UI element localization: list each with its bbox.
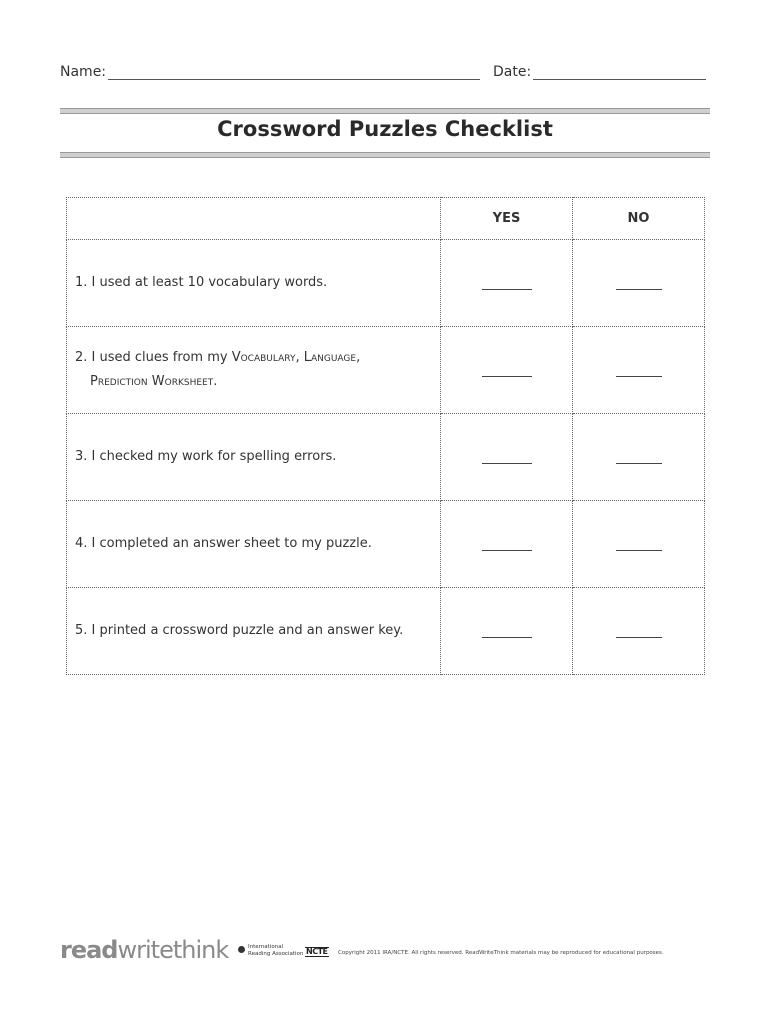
checklist-item-2 xyxy=(67,327,441,414)
readwritethink-logo xyxy=(60,936,228,964)
copyright-notice: Copyright 2011 IRA/NCTE. All rights reserved. ReadWriteThink materials may be reproduced for educational purposes. xyxy=(338,950,664,956)
item-number: 3. xyxy=(75,449,88,464)
checklist-table xyxy=(66,197,705,675)
item-number: 4. xyxy=(75,536,88,551)
checklist-item-3 xyxy=(67,414,441,501)
ira-text xyxy=(248,944,308,958)
no-answer-line[interactable] xyxy=(616,540,662,551)
ira-line-1: International xyxy=(248,944,284,950)
table-header-row xyxy=(67,198,705,240)
yes-cell[interactable] xyxy=(441,240,573,327)
no-answer-line[interactable] xyxy=(616,366,662,377)
title-bottom-divider xyxy=(60,152,710,158)
no-cell[interactable] xyxy=(573,327,705,414)
yes-column-header: YES xyxy=(441,198,573,240)
table-row xyxy=(67,414,705,501)
name-field-line[interactable] xyxy=(108,79,480,80)
no-cell[interactable] xyxy=(573,240,705,327)
worksheet-term: Worksheet xyxy=(151,374,214,389)
yes-cell[interactable] xyxy=(441,501,573,588)
no-answer-line[interactable] xyxy=(616,453,662,464)
yes-answer-line[interactable] xyxy=(482,366,532,377)
separator: , xyxy=(295,350,300,365)
item-number: 2. xyxy=(75,350,88,365)
yes-answer-line[interactable] xyxy=(482,627,532,638)
item-number: 1. xyxy=(75,275,88,290)
table-row xyxy=(67,501,705,588)
item-text: I used clues from my xyxy=(91,350,228,365)
period: . xyxy=(213,374,218,389)
item-text: I used at least 10 vocabulary words. xyxy=(91,275,328,290)
title-top-divider xyxy=(60,108,710,114)
checklist-item-1 xyxy=(67,240,441,327)
item-text: I completed an answer sheet to my puzzle. xyxy=(91,536,372,551)
no-column-header: NO xyxy=(573,198,705,240)
separator: , xyxy=(356,350,361,365)
ira-mark-icon xyxy=(238,946,245,953)
yes-answer-line[interactable] xyxy=(482,279,532,290)
logo-read: read xyxy=(60,936,118,964)
item-text: I checked my work for spelling errors. xyxy=(91,449,337,464)
checklist-item-5 xyxy=(67,588,441,675)
no-answer-line[interactable] xyxy=(616,627,662,638)
statement-column-header xyxy=(67,198,441,240)
date-field-line[interactable] xyxy=(533,79,706,80)
table-row xyxy=(67,588,705,675)
title-band xyxy=(60,108,710,158)
checklist-item-4 xyxy=(67,501,441,588)
no-cell[interactable] xyxy=(573,588,705,675)
yes-answer-line[interactable] xyxy=(482,540,532,551)
no-cell[interactable] xyxy=(573,501,705,588)
no-cell[interactable] xyxy=(573,414,705,501)
name-date-header xyxy=(60,60,710,84)
language-term: Language xyxy=(303,350,357,365)
yes-cell[interactable] xyxy=(441,327,573,414)
table-row xyxy=(67,240,705,327)
name-label: Name: xyxy=(60,64,107,80)
vocabulary-term: Vocabulary xyxy=(231,350,296,365)
yes-cell[interactable] xyxy=(441,414,573,501)
item-text-continued xyxy=(75,370,440,394)
ira-line-2: Reading Association xyxy=(248,951,304,957)
page-title: Crossword Puzzles Checklist xyxy=(217,117,553,141)
page-footer xyxy=(60,936,710,966)
ncte-logo: NCTE xyxy=(306,947,328,956)
table-row xyxy=(67,327,705,414)
prediction-term: Prediction xyxy=(90,374,148,389)
item-text: I printed a crossword puzzle and an answer key. xyxy=(91,623,404,638)
yes-cell[interactable] xyxy=(441,588,573,675)
logo-writethink: writethink xyxy=(117,936,229,964)
no-answer-line[interactable] xyxy=(616,279,662,290)
item-number: 5. xyxy=(75,623,88,638)
yes-answer-line[interactable] xyxy=(482,453,532,464)
date-label: Date: xyxy=(493,64,532,80)
